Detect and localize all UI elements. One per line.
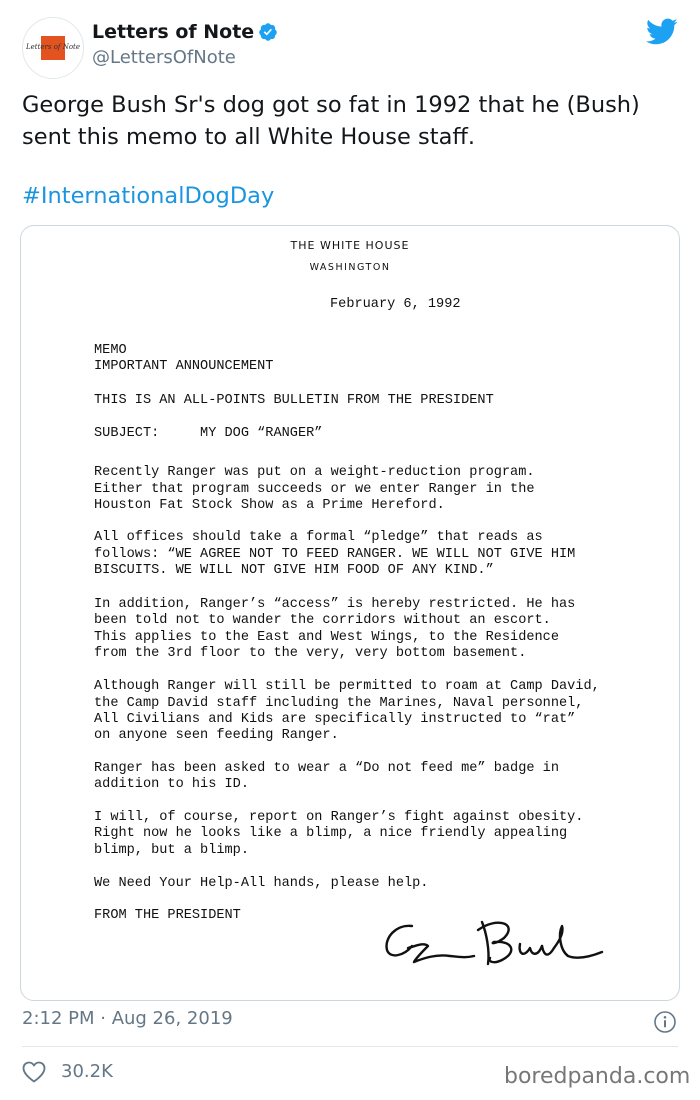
memo-image[interactable] [20,225,680,1001]
memo-line: blimp, but a blimp. [94,843,249,858]
memo-line: follows: “WE AGREE NOT TO FEED RANGER. WE WILL NOT GIVE HIM [94,547,576,562]
info-icon[interactable] [653,1010,677,1034]
like-count[interactable]: 30.2K [61,1061,113,1082]
memo-line: All offices should take a formal “pledge” that reads as [94,530,543,545]
memo-subject: SUBJECT: MY DOG “RANGER” [94,426,323,441]
watermark: boredpanda.com [504,1064,691,1089]
memo-line: In addition, Ranger’s “access” is hereby restricted. He has [94,597,576,612]
memo-header-location: WASHINGTON [309,262,391,273]
memo-line: addition to his ID. [94,777,249,792]
timestamp[interactable]: 2:12 PM · Aug 26, 2019 [22,1008,233,1029]
verified-badge-icon [258,22,278,42]
twitter-bird-icon[interactable] [646,18,678,46]
memo-line: IMPORTANT ANNOUNCEMENT [94,359,274,374]
memo-line: from the 3rd floor to the very, very bottom basement. [94,646,527,661]
memo-line: been told not to wander the corridors without an escort. [94,613,551,628]
avatar-logo-text: Letters of Note [25,43,81,51]
memo-sign-off: FROM THE PRESIDENT [94,908,241,923]
memo-line: the Camp David staff including the Marines, Naval personnel, [94,696,584,711]
memo-line: Houston Fat Stock Show as a Prime Hereford. [94,498,445,513]
memo-line: MEMO [94,343,127,358]
memo-line: We Need Your Help-All hands, please help. [94,876,429,891]
memo-line: All Civilians and Kids are specifically instructed to “rat” [94,712,576,727]
tweet-text: George Bush Sr's dog got so fat in 1992 that he (Bush) sent this memo to all White House staff. [22,92,640,150]
memo-line: THIS IS AN ALL-POINTS BULLETIN FROM THE PRESIDENT [94,393,494,408]
divider [22,1046,678,1047]
signature [378,912,608,972]
memo-header-title: THE WHITE HOUSE [290,239,410,252]
handle[interactable]: @LettersOfNote [92,47,236,68]
memo-line: Recently Ranger was put on a weight-reduction program. [94,465,535,480]
memo-line: Right now he looks like a blimp, a nice friendly appealing [94,826,568,841]
memo-line: This applies to the East and West Wings, to the Residence [94,630,559,645]
memo-line: on anyone seen feeding Ranger. [94,728,339,743]
avatar[interactable] [22,17,84,79]
heart-icon[interactable] [22,1061,46,1083]
memo-line: Either that program succeeds or we enter Ranger in the [94,482,535,497]
hashtag-link[interactable]: #InternationalDogDay [22,183,275,209]
memo-line: I will, of course, report on Ranger’s fight against obesity. [94,810,584,825]
memo-line: BISCUITS. WE WILL NOT GIVE HIM FOOD OF ANY KIND.” [94,563,494,578]
memo-line: Although Ranger will still be permitted to roam at Camp David, [94,679,600,694]
memo-line: Ranger has been asked to wear a “Do not feed me” badge in [94,761,559,776]
memo-date: February 6, 1992 [330,297,461,312]
display-name[interactable]: Letters of Note [92,21,255,43]
